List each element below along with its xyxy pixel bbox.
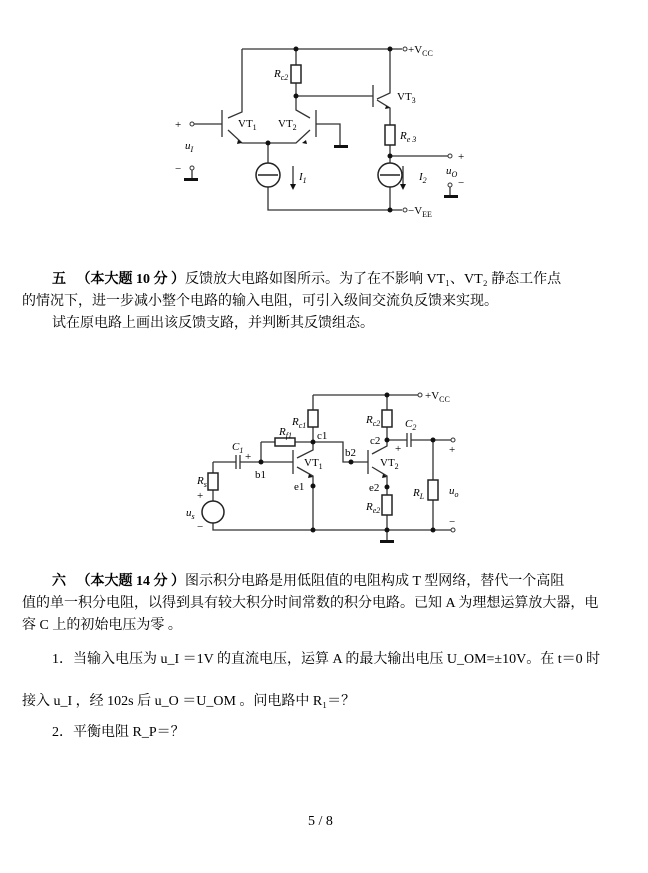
- ground-symbol: [380, 540, 394, 543]
- rc2-resistor: [382, 410, 392, 427]
- node-c2: c2: [370, 435, 381, 447]
- question1-line1: 1．当输入电压为 u_I ＝1V 的直流电压，运算 A 的最大输出电压 U_OM=±10V。在 t＝0 时: [52, 652, 601, 667]
- vt2-label: $VT_2$: [278, 118, 297, 132]
- rs-resistor: [208, 473, 218, 490]
- c1-label: $C_1$: [232, 441, 244, 455]
- us-plus: +: [197, 490, 204, 502]
- ui-label: $u_I$: [185, 140, 194, 154]
- output-minus2: −: [449, 516, 456, 528]
- node-e2: e2: [369, 482, 380, 494]
- page-number: 5 / 8: [308, 814, 333, 829]
- vee-label: $-V_{EE}$: [408, 205, 432, 219]
- question2: 2．平衡电阻 R_P＝？: [52, 725, 185, 740]
- output-plus: +: [458, 151, 465, 163]
- us-label: $u_s$: [186, 507, 195, 521]
- rc1-label: $R_{c1}$: [292, 416, 307, 430]
- node-c1: c1: [317, 430, 328, 442]
- us-minus: −: [197, 521, 204, 533]
- input-minus: −: [175, 163, 182, 175]
- uo2-label: $u_o$: [449, 485, 459, 499]
- question1-line2: 接入 u_I ，经 102s 后 u_O ＝U_OM 。问电路中 R₁＝？: [22, 694, 356, 709]
- c1-plus: +: [245, 451, 252, 463]
- us-source: [202, 501, 224, 523]
- vcc2-label: $+V_{CC}$: [425, 390, 450, 404]
- rc1-resistor: [308, 410, 318, 427]
- i2-label: $I_2$: [419, 171, 427, 185]
- c2-label: $C_2$: [405, 418, 417, 432]
- output-minus: −: [458, 177, 465, 189]
- vt1-label: $VT_1$: [238, 118, 257, 132]
- rf1-label: $R_{f1}$: [279, 426, 292, 440]
- node-e1: e1: [294, 481, 305, 493]
- node-b1: b1: [255, 469, 266, 481]
- output-plus2: +: [449, 444, 456, 456]
- rl-label: $R_L$: [413, 487, 425, 501]
- section5-line3: 试在原电路上画出该反馈支路，并判断其反馈组态。: [52, 316, 374, 331]
- section5-line1: 五 （本大题 10 分 ）反馈放大电路如图所示。为了在不影响 VT₁、VT₂ 静态工作点: [52, 272, 562, 287]
- rc2-label2: $R_{c2}$: [366, 414, 381, 428]
- section5-line2: 的情况下，进一步减小整个电路的输入电阻，可引入级间交流负反馈来实现。: [22, 294, 498, 309]
- vt3-label: $VT_3$: [397, 91, 416, 105]
- rc2-label: $R_{c2}$: [274, 68, 289, 82]
- re2-label: $R_{e2}$: [366, 501, 381, 515]
- vcc-label: $+V_{CC}$: [408, 44, 433, 58]
- rs-label: $R_s$: [197, 475, 207, 489]
- rl-resistor: [428, 480, 438, 500]
- section6-line2: 值的单一积分电阻，以得到具有较大积分时间常数的积分电路。已知 A 为理想运算放大器，电: [22, 596, 599, 611]
- vt2-label2: $VT_2$: [380, 457, 399, 471]
- re3-label: $R_{e 3}$: [400, 130, 417, 144]
- i1-label: $I_1$: [299, 171, 307, 185]
- node-b2: b2: [345, 447, 356, 459]
- input-plus: +: [175, 119, 182, 131]
- re2-resistor: [382, 495, 392, 515]
- section6-line1: 六 （本大题 14 分 ）图示积分电路是用低阻值的电阻构成 T 型网络，替代一个高阻: [52, 574, 565, 589]
- vt1-label2: $VT_1$: [304, 457, 323, 471]
- c2-plus: +: [395, 443, 402, 455]
- section6-line3: 容 C 上的初始电压为零 。: [22, 618, 182, 633]
- uo-label: $u_O$: [446, 165, 458, 179]
- figure2-wires: [202, 393, 455, 544]
